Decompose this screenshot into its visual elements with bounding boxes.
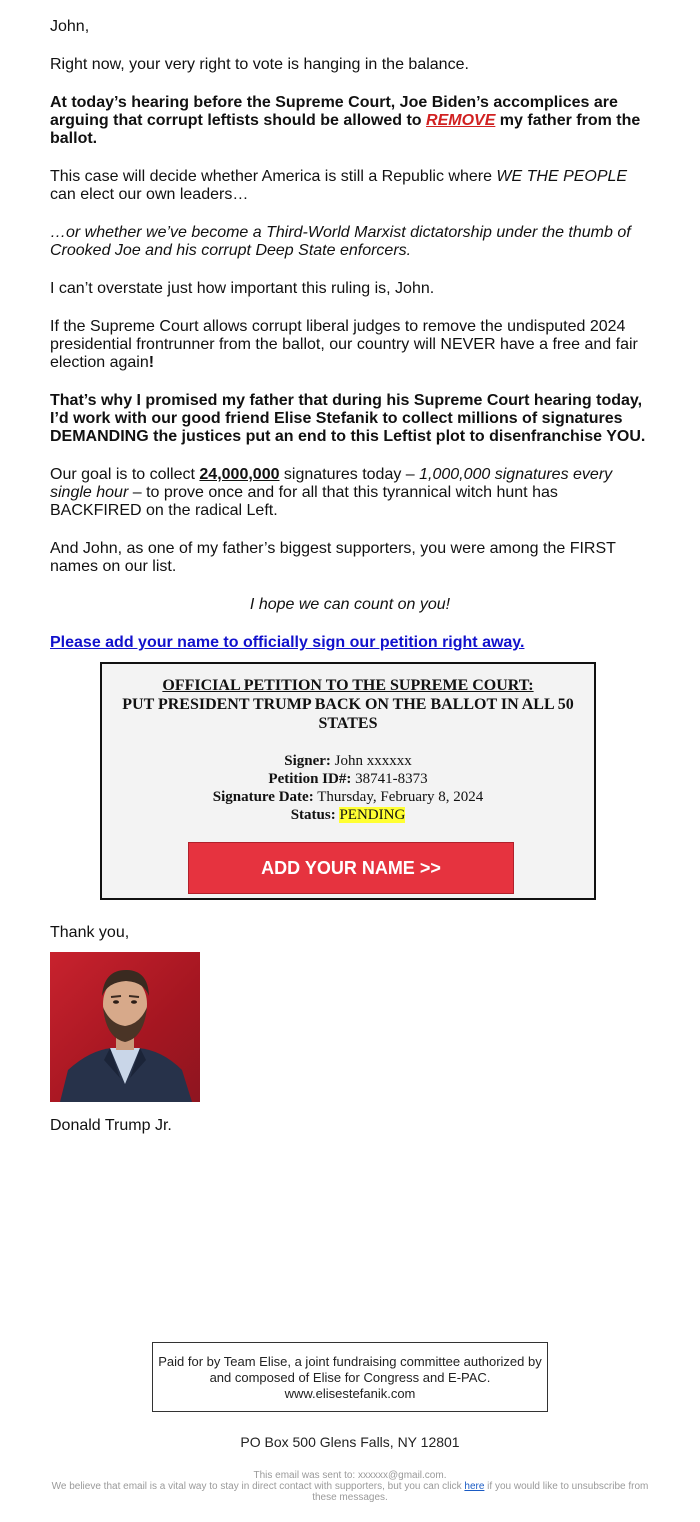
signature-goal-number: 24,000,000 (199, 466, 280, 483)
paragraph-goal: Our goal is to collect 24,000,000 signatures today – 1,000,000 signatures every single hour – to prove once and for all that this tyrannical witch hunt has BACKFIRED on the radical Left. (50, 466, 613, 519)
status-row: Status: PENDING (290, 807, 406, 823)
signature-date-value: Thursday, February 8, 2024 (317, 789, 484, 805)
unsubscribe-notice: We believe that email is a vital way to stay in direct contact with supporters, but you can click here if you would like to unsubscribe from these messages. (51, 1481, 649, 1503)
petition-id-row: Petition ID#: 38741-8373 (268, 771, 428, 787)
status-badge: PENDING (339, 807, 406, 823)
portrait-illustration (50, 952, 200, 1102)
petition-title-line1: OFFICIAL PETITION TO THE SUPREME COURT: (162, 677, 534, 694)
mailing-address: PO Box 500 Glens Falls, NY 12801 (240, 1434, 460, 1450)
paragraph-frontrunner: If the Supreme Court allows corrupt liberal judges to remove the undisputed 2024 presidential frontrunner from the ballot, our country will NEVER have a free and fair election again! (50, 318, 638, 371)
signature-name: Donald Trump Jr. (50, 1117, 172, 1134)
petition-id-value: 38741-8373 (355, 771, 428, 787)
add-your-name-button[interactable]: ADD YOUR NAME >> (188, 842, 514, 894)
paragraph-vote-balance: Right now, your very right to vote is hanging in the balance. (50, 56, 469, 73)
signature-date-row: Signature Date: Thursday, February 8, 2024 (212, 789, 484, 805)
greeting: John, (50, 18, 90, 35)
paragraph-hearing: At today’s hearing before the Supreme Court, Joe Biden’s accomplices are arguing that corrupt leftists should be allowed to REMOVE my father from the ballot. (50, 94, 641, 147)
paragraph-count-on-you: I hope we can count on you! (249, 596, 451, 613)
paragraph-first-names: And John, as one of my father’s biggest supporters, you were among the FIRST names on our list. (50, 540, 616, 575)
petition-title (102, 676, 594, 733)
petition-title-line2: PUT PRESIDENT TRUMP BACK ON THE BALLOT IN ALL 50 STATES (122, 696, 574, 732)
closing: Thank you, (50, 924, 130, 941)
paragraph-promise: That’s why I promised my father that during his Supreme Court hearing today, I’d work with our good friend Elise Stefanik to collect millions of signatures DEMANDING the justices put an end to this Leftist plot to disenfranchise YOU. (50, 392, 646, 445)
petition-details (102, 752, 594, 824)
petition-link-paragraph (50, 634, 650, 652)
petition-box (100, 662, 596, 900)
paragraph-republic: This case will decide whether America is still a Republic where WE THE PEOPLE can elect our own leaders… (50, 168, 628, 203)
sent-to-notice: This email was sent to: xxxxxx@gmail.com. (253, 1470, 447, 1481)
remove-emphasis: REMOVE (426, 112, 496, 129)
signer-row: Signer: John xxxxxx (284, 753, 412, 769)
petition-link[interactable]: Please add your name to officially sign our petition right away. (50, 634, 525, 651)
paragraph-marxist: …or whether we’ve become a Third-World Marxist dictatorship under the thumb of Crooked Joe and his corrupt Deep State enforcers. (50, 224, 631, 259)
paid-for-disclaimer: Paid for by Team Elise, a joint fundraising committee authorized by and composed of Elise for Congress and E-PAC. www.elisestefanik.com (152, 1342, 548, 1412)
paragraph-ruling: I can’t overstate just how important this ruling is, John. (50, 280, 435, 297)
signer-photo (50, 952, 200, 1102)
unsubscribe-link[interactable]: here (464, 1481, 485, 1492)
signer-value: John xxxxxx (334, 753, 412, 769)
